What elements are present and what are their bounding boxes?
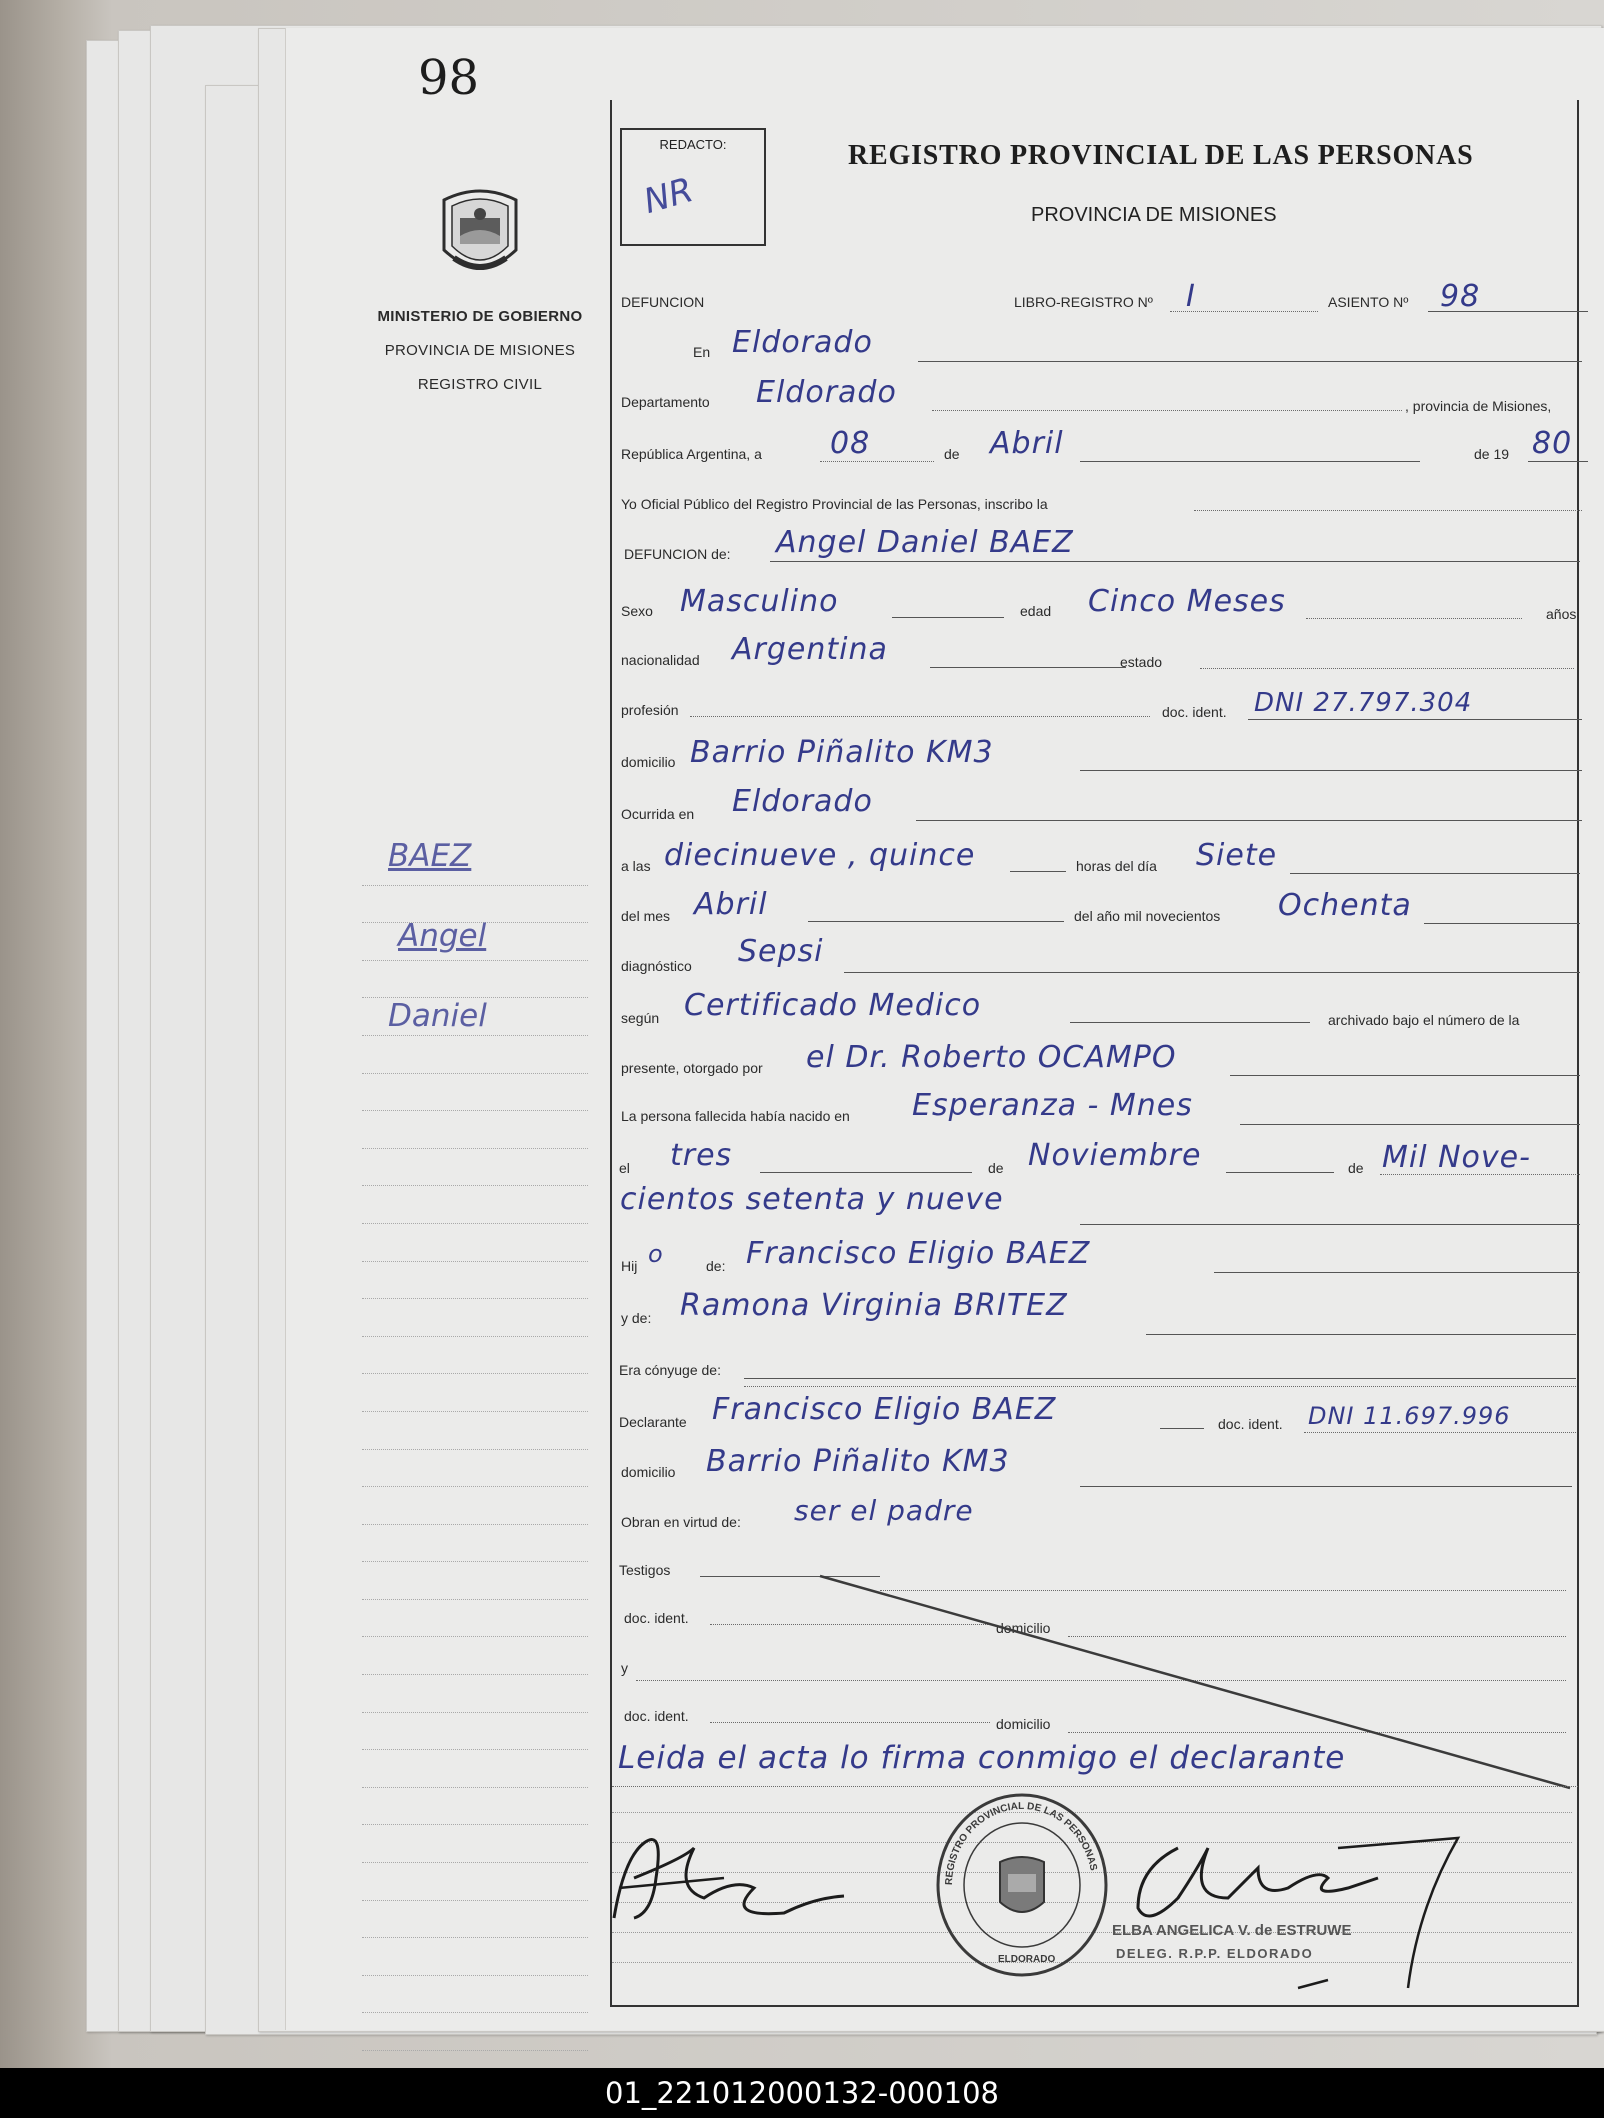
nationality-label: nacionalidad: [621, 652, 700, 668]
day-word-value: Siete: [1196, 838, 1278, 873]
seal-ring-text: REGISTRO PROVINCIAL DE LAS PERSONAS: [943, 1800, 1099, 1886]
closing-line: [612, 1786, 1578, 1787]
declarant-label: Declarante: [619, 1414, 687, 1430]
margin-middle-name: Daniel: [388, 998, 487, 1034]
child-de-label: de:: [706, 1258, 726, 1274]
declarant-dom-label: domicilio: [621, 1464, 676, 1480]
closing-statement: Leida el acta lo firma conmigo el declarante: [618, 1740, 1346, 1776]
book-number: I: [1186, 279, 1196, 314]
department-value: Eldorado: [756, 375, 897, 410]
spouse-label: Era cónyuge de:: [619, 1362, 721, 1378]
y-label: y: [621, 1660, 628, 1676]
diagnosis-value: Sepsi: [738, 934, 824, 969]
doc-label: doc. ident.: [1162, 704, 1227, 720]
document-title: REGISTRO PROVINCIAL DE LAS PERSONAS: [848, 140, 1474, 171]
born-label: La persona fallecida había nacido en: [621, 1108, 850, 1124]
witness2-dom-label: domicilio: [996, 1716, 1051, 1732]
born-value: Esperanza - Mnes: [912, 1088, 1193, 1123]
act-type-label: DEFUNCION: [621, 294, 705, 310]
sex-label: Sexo: [621, 603, 653, 619]
acting-label: Obran en virtud de:: [621, 1514, 741, 1530]
year-words-value: Ochenta: [1278, 888, 1412, 923]
margin-surname: BAEZ: [388, 838, 472, 874]
year-words-label: del año mil novecientos: [1074, 908, 1221, 924]
seal-bottom-text: ELDORADO: [998, 1954, 1056, 1965]
nationality-value: Argentina: [732, 632, 888, 667]
age-value: Cinco Meses: [1088, 584, 1286, 619]
mother-name: Ramona Virginia BRITEZ: [680, 1288, 1068, 1323]
and-label: y de:: [621, 1310, 652, 1326]
child-label: Hij: [621, 1258, 638, 1274]
ministry-label: MINISTERIO DE GOBIERNO: [377, 308, 583, 325]
hour-value: diecinueve , quince: [664, 838, 976, 873]
diagnosis-label: diagnóstico: [621, 958, 692, 974]
redacto-initials: NR: [639, 170, 698, 222]
deceased-label: DEFUNCION de:: [624, 546, 731, 562]
month-word-value: Abril: [694, 887, 768, 922]
domicile-value: Barrio Piñalito KM3: [690, 735, 994, 770]
birth-de-label-1: de: [988, 1160, 1004, 1176]
birth-de-label-2: de: [1348, 1160, 1364, 1176]
redacto-label: REDACTO:: [659, 137, 727, 152]
status-label: estado: [1120, 654, 1163, 670]
en-value: Eldorado: [732, 325, 873, 360]
image-caption: 01_221012000132-000108: [0, 2068, 1604, 2118]
doc-value: DNI 27.797.304: [1254, 688, 1473, 718]
birth-day: tres: [670, 1138, 733, 1173]
profession-label: profesión: [621, 702, 679, 718]
declarant-signature: [604, 1818, 864, 1938]
acting-value: ser el padre: [794, 1494, 974, 1527]
year-prefix-label: de 19: [1474, 446, 1510, 462]
according-label: según: [621, 1010, 660, 1026]
declarant-name: Francisco Eligio BAEZ: [712, 1392, 1057, 1427]
province-suffix-label: , provincia de Misiones,: [1405, 398, 1552, 414]
according-value: Certificado Medico: [684, 988, 982, 1023]
official-seal: [932, 1790, 1112, 1980]
child-suffix: o: [648, 1240, 664, 1268]
deceased-name: Angel Daniel BAEZ: [776, 525, 1074, 560]
declarant-doc-label: doc. ident.: [1218, 1416, 1283, 1432]
republic-label: República Argentina, a: [621, 446, 762, 462]
birth-year-part-1: Mil Nove-: [1382, 1140, 1531, 1175]
hours-label: horas del día: [1076, 858, 1157, 874]
at-label: a las: [621, 858, 651, 874]
officer-name: ELBA ANGELICA V. de ESTRUWE: [1112, 1922, 1352, 1939]
declarant-dom-value: Barrio Piñalito KM3: [706, 1444, 1010, 1479]
act-month: Abril: [990, 426, 1064, 461]
witness-dom-label: domicilio: [996, 1620, 1051, 1636]
month-label: del mes: [621, 908, 671, 924]
archived-label: archivado bajo el número de la: [1328, 1012, 1520, 1028]
de-label: de: [944, 446, 960, 462]
entry-label: ASIENTO Nº: [1328, 294, 1409, 310]
witness2-doc-label: doc. ident.: [624, 1708, 689, 1724]
department-label: Departamento: [621, 394, 710, 410]
el-label: el: [619, 1160, 630, 1176]
birth-year-part-2: cientos setenta y nueve: [620, 1182, 1004, 1217]
witnesses-label: Testigos: [619, 1562, 671, 1578]
margin-first-name: Angel: [398, 918, 487, 954]
granted-value: el Dr. Roberto OCAMPO: [806, 1040, 1177, 1075]
officer-title: DELEG. R.P.P. ELDORADO: [1116, 1946, 1314, 1961]
act-day: 08: [830, 426, 871, 461]
birth-month: Noviembre: [1028, 1138, 1202, 1173]
page-number: 98: [418, 50, 480, 106]
book-label: LIBRO-REGISTRO Nº: [1014, 294, 1153, 310]
office-label: REGISTRO CIVIL: [417, 376, 543, 393]
granted-label: presente, otorgado por: [621, 1060, 763, 1076]
official-statement: Yo Oficial Público del Registro Provincial de las Personas, inscribo la: [621, 496, 1048, 512]
declarant-doc-value: DNI 11.697.996: [1308, 1402, 1511, 1430]
act-year: 80: [1532, 426, 1573, 461]
province-label: PROVINCIA DE MISIONES: [384, 342, 576, 359]
sex-value: Masculino: [680, 584, 839, 619]
en-label: En: [693, 344, 711, 360]
age-label: edad: [1020, 603, 1052, 619]
father-name: Francisco Eligio BAEZ: [746, 1236, 1091, 1271]
occurred-value: Eldorado: [732, 784, 873, 819]
years-label: años: [1546, 606, 1577, 622]
domicile-label: domicilio: [621, 754, 676, 770]
witness-doc-label: doc. ident.: [624, 1610, 689, 1626]
entry-number: 98: [1440, 279, 1481, 314]
officer-signature: [1118, 1808, 1478, 2008]
document-subtitle: PROVINCIA DE MISIONES: [1031, 204, 1277, 226]
occurred-label: Ocurrida en: [621, 806, 695, 822]
